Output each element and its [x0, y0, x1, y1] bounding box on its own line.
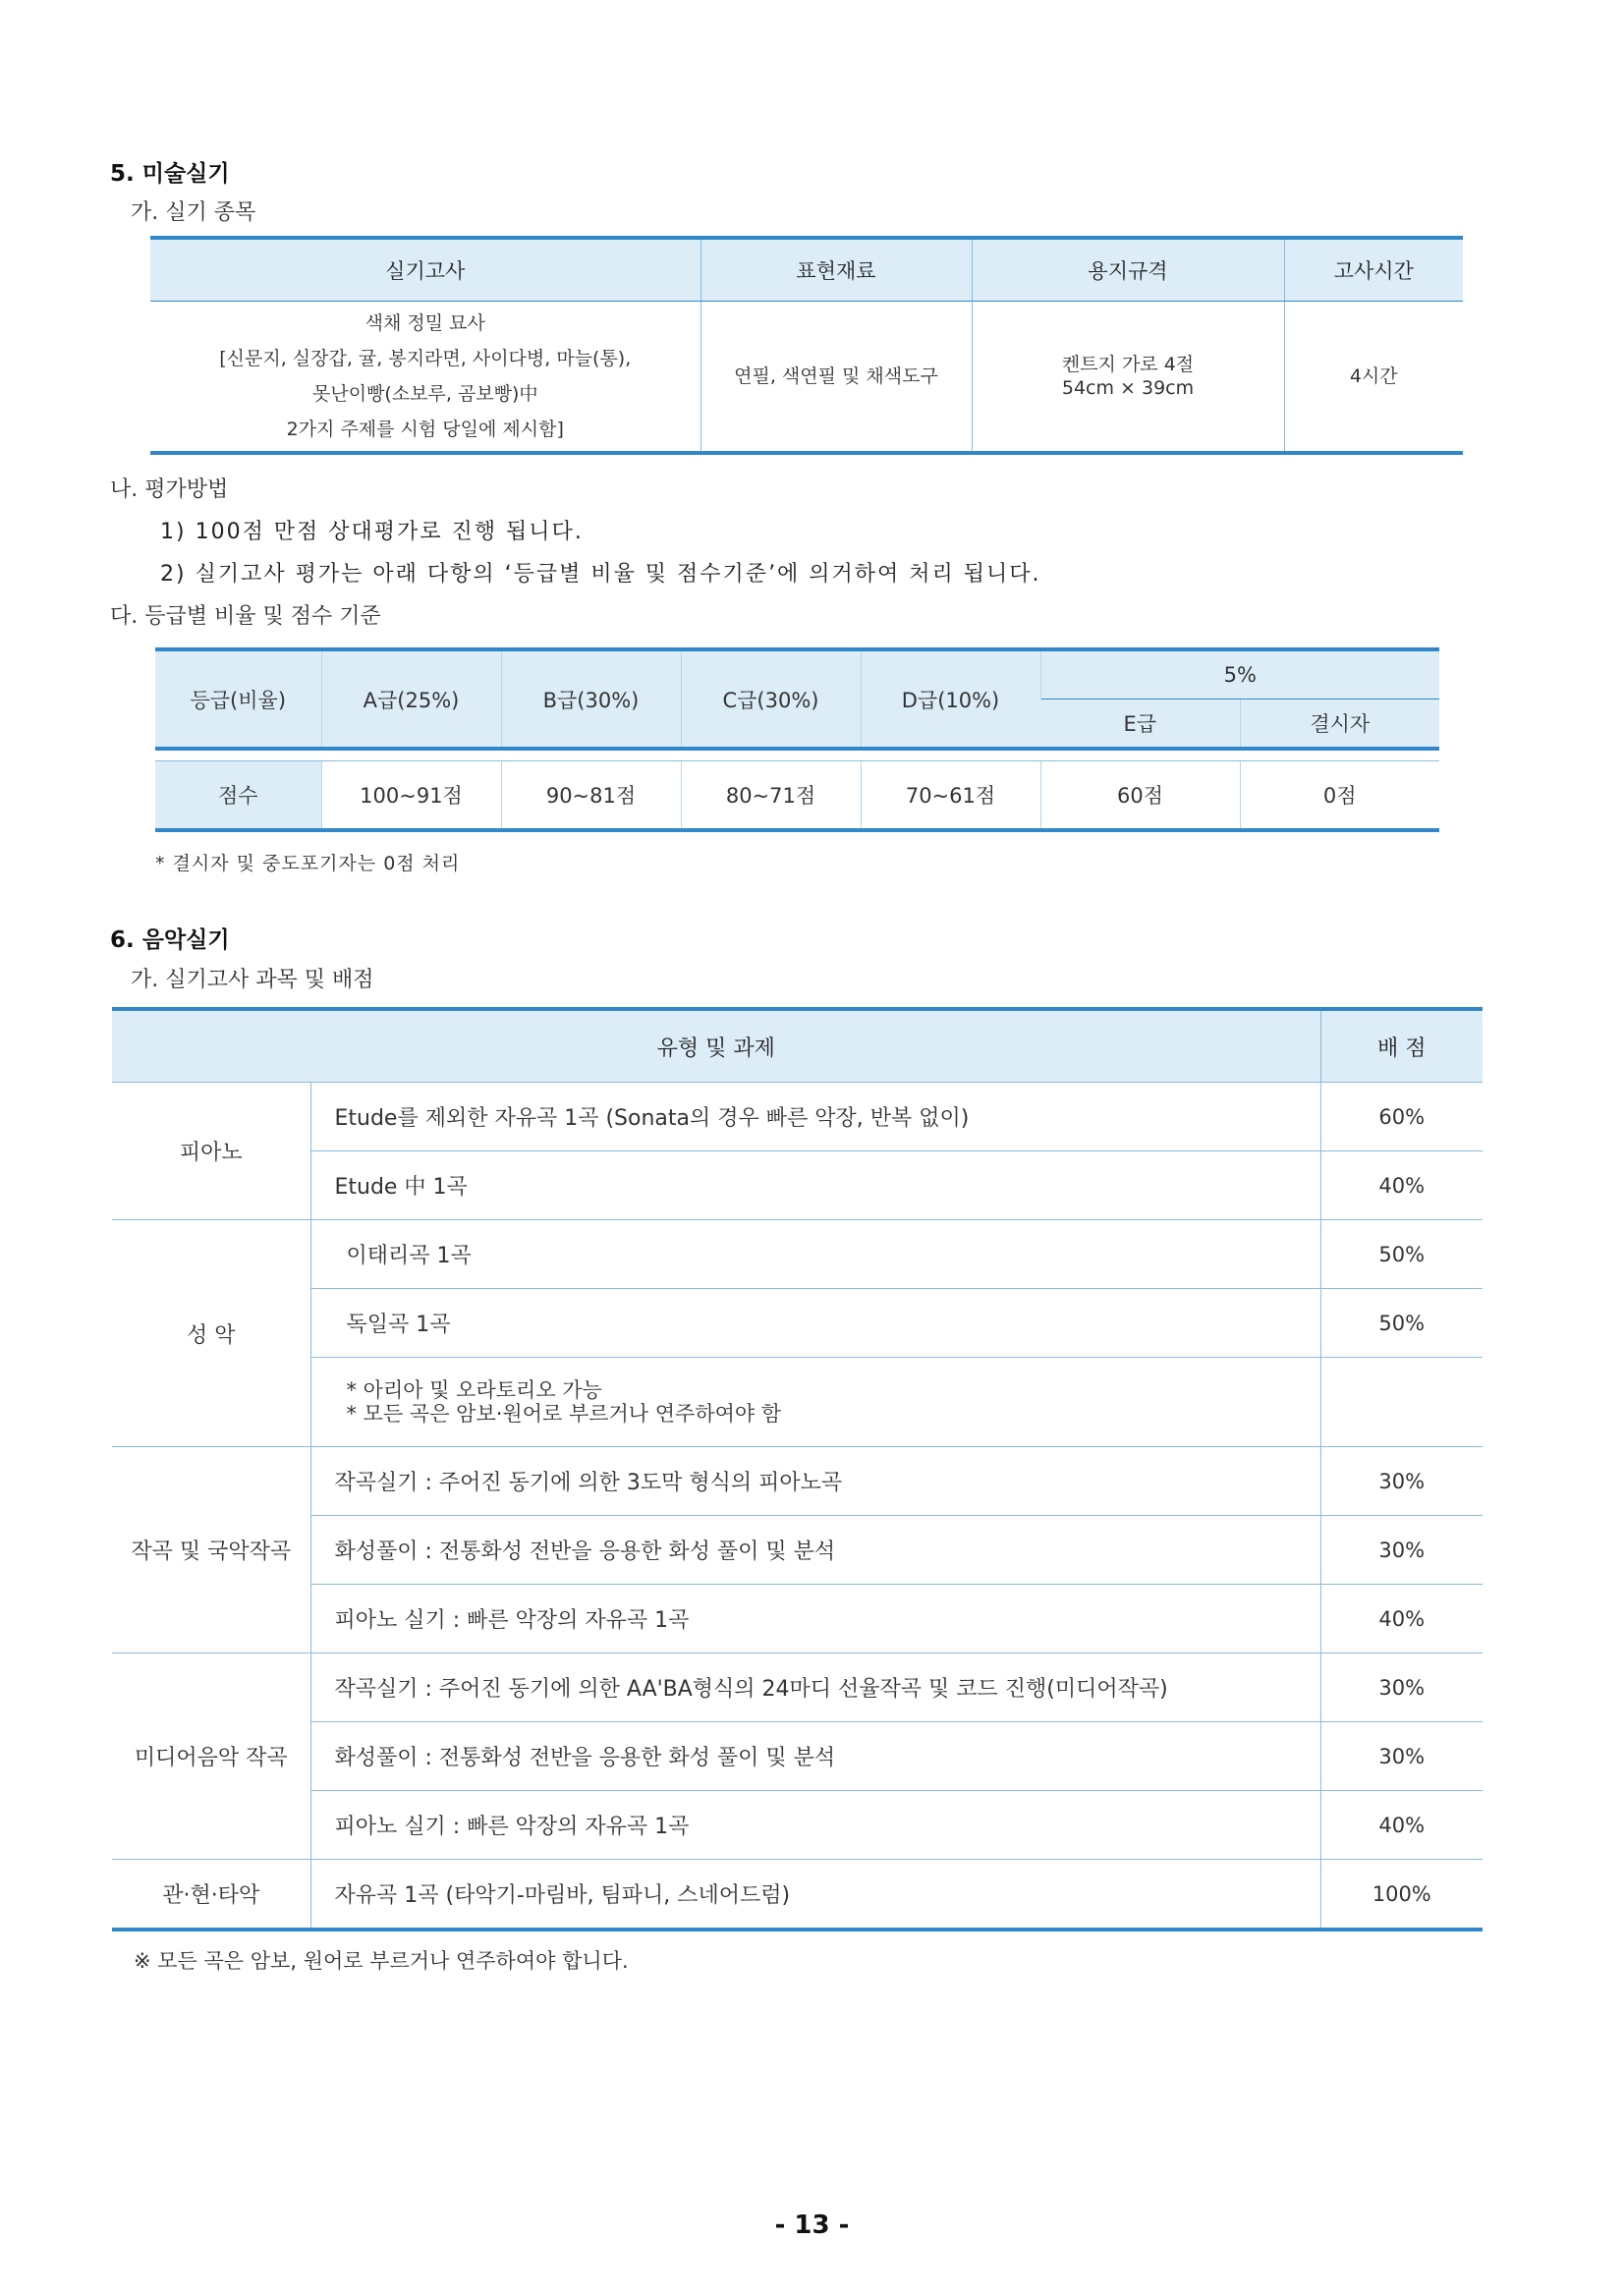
pct-cell: 40% — [1320, 1585, 1483, 1653]
pct-cell: 40% — [1320, 1791, 1483, 1860]
category-piano: 피아노 — [112, 1083, 310, 1220]
task-cell: 피아노 실기 : 빠른 악장의 자유곡 1곡 — [310, 1791, 1320, 1860]
score-cell: 90~81점 — [501, 761, 681, 831]
pct-cell: 50% — [1320, 1289, 1483, 1358]
music-note: ※ 모든 곡은 암보, 원어로 부르거나 연주하여야 합니다. — [134, 1949, 629, 1973]
pct-cell: 30% — [1320, 1653, 1483, 1722]
section-5-heading: 5. 미술실기 — [110, 161, 230, 187]
grade-absent: 결시자 — [1240, 700, 1439, 750]
art-sub-c: 다. 등급별 비율 및 점수 기준 — [110, 604, 381, 629]
task-cell: Etude를 제외한 자유곡 1곡 (Sonata의 경우 빠른 악장, 반복 없이) — [310, 1083, 1320, 1151]
art-sub-b: 나. 평가방법 — [110, 477, 229, 502]
grade-c: C급(30%) — [681, 649, 861, 749]
exam-line: 2가지 주제를 시험 당일에 제시함] — [286, 419, 564, 440]
grade-e: E급 — [1040, 700, 1240, 750]
method-2: 2) 실기고사 평가는 아래 다항의 ‘등급별 비율 및 점수기준’에 의거하여 처리 됩니다. — [160, 562, 1041, 587]
pct-cell: 30% — [1320, 1722, 1483, 1791]
score-cell: 70~61점 — [861, 761, 1040, 831]
method-1: 1) 100점 만점 상대평가로 진행 됩니다. — [160, 520, 584, 544]
time-cell: 4시간 — [1284, 302, 1463, 454]
pct-cell: 40% — [1320, 1151, 1483, 1220]
vocal-note: * 아리아 및 오라토리오 가능 — [346, 1378, 602, 1402]
task-cell: 화성풀이 : 전통화성 전반을 응용한 화성 풀이 및 분석 — [310, 1516, 1320, 1585]
task-cell: 자유곡 1곡 (타악기-마림바, 팀파니, 스네어드럼) — [310, 1860, 1320, 1931]
task-cell: 이태리곡 1곡 — [310, 1220, 1320, 1289]
grade-group-head: 5% — [1040, 649, 1439, 700]
header-time: 고사시간 — [1284, 238, 1463, 302]
vocal-note-cell — [310, 1358, 1320, 1447]
pct-cell-empty — [1320, 1358, 1483, 1447]
pct-cell: 30% — [1320, 1447, 1483, 1516]
music-sub-a: 가. 실기고사 과목 및 배점 — [131, 968, 374, 992]
task-cell: 피아노 실기 : 빠른 악장의 자유곡 1곡 — [310, 1585, 1320, 1653]
art-exam-table — [150, 236, 1463, 455]
category-vocal: 성 악 — [112, 1220, 310, 1447]
page-number: - 13 - — [774, 2211, 850, 2240]
score-cell: 100~91점 — [321, 761, 501, 831]
header-task: 유형 및 과제 — [112, 1009, 1320, 1083]
grade-note: * 결시자 및 중도포기자는 0점 처리 — [155, 853, 461, 874]
category-brass: 관·현·타악 — [162, 1883, 260, 1908]
exam-description — [150, 302, 700, 454]
task-cell: 작곡실기 : 주어진 동기에 의한 3도막 형식의 피아노곡 — [310, 1447, 1320, 1516]
grade-d: D급(10%) — [861, 649, 1040, 749]
score-cell: 60점 — [1040, 761, 1240, 831]
header-paper: 용지규격 — [972, 238, 1284, 302]
grade-a: A급(25%) — [321, 649, 501, 749]
pct-cell: 50% — [1320, 1220, 1483, 1289]
paper-line: 켄트지 가로 4절 — [1061, 354, 1195, 375]
vocal-note: * 모든 곡은 암보·원어로 부르거나 연주하여야 함 — [346, 1402, 782, 1426]
grade-table — [155, 647, 1439, 832]
score-cell: 0점 — [1240, 761, 1439, 831]
exam-line: 못난이빵(소보루, 곰보빵)中 — [312, 383, 538, 405]
header-material: 표현재료 — [700, 238, 972, 302]
task-cell: 화성풀이 : 전통화성 전반을 응용한 화성 풀이 및 분석 — [310, 1722, 1320, 1791]
header-exam: 실기고사 — [150, 238, 700, 302]
pct-cell: 30% — [1320, 1516, 1483, 1585]
grade-label-head: 등급(비율) — [155, 649, 321, 749]
paper-cell — [972, 302, 1284, 454]
category-composition: 작곡 및 국악작곡 — [112, 1447, 310, 1653]
task-cell: 독일곡 1곡 — [310, 1289, 1320, 1358]
music-exam-table — [112, 1007, 1483, 1932]
score-label: 점수 — [155, 761, 321, 831]
section-6-heading: 6. 음악실기 — [110, 927, 230, 953]
grade-b: B급(30%) — [501, 649, 681, 749]
category-media: 미디어음악 작곡 — [112, 1653, 310, 1860]
pct-cell: 60% — [1320, 1083, 1483, 1151]
table-divider — [155, 749, 1439, 761]
header-score: 배 점 — [1320, 1009, 1483, 1083]
material-cell: 연필, 색연필 및 채색도구 — [700, 302, 972, 454]
score-cell: 80~71점 — [681, 761, 861, 831]
paper-line: 54cm × 39cm — [1061, 377, 1195, 399]
exam-line: 색채 정밀 묘사 — [364, 312, 485, 334]
exam-line: [신문지, 실장갑, 귤, 봉지라면, 사이다병, 마늘(통), — [219, 348, 632, 369]
art-sub-a: 가. 실기 종목 — [131, 200, 256, 225]
task-cell: 작곡실기 : 주어진 동기에 의한 AA'BA형식의 24마디 선율작곡 및 코드 진행(미디어작곡) — [310, 1653, 1320, 1722]
task-cell: Etude 中 1곡 — [310, 1151, 1320, 1220]
pct-cell: 100% — [1320, 1860, 1483, 1931]
